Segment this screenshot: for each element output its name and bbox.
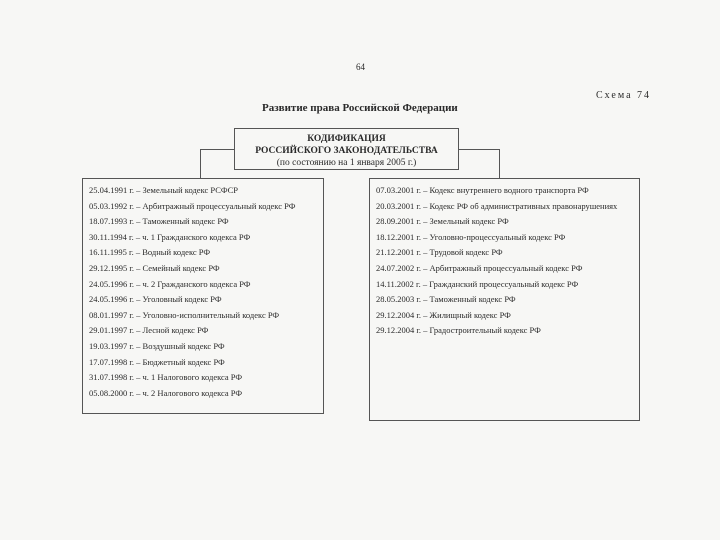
list-item: 31.07.1998 г. – ч. 1 Налогового кодекса РФ: [89, 372, 243, 383]
list-item: 07.03.2001 г. – Кодекс внутреннего водного транспорта РФ: [376, 185, 589, 195]
connector-left: [200, 149, 235, 179]
list-item: 05.03.1992 г. – Арбитражный процессуальный кодекс РФ: [89, 200, 296, 211]
list-item: 21.12.2001 г. – Трудовой кодекс РФ: [376, 247, 503, 258]
list-item: 19.03.1997 г. – Воздушный кодекс РФ: [89, 340, 225, 351]
list-item: 29.12.2004 г. – Градостроительный кодекс РФ: [376, 325, 541, 336]
codification-title: КОДИФИКАЦИЯ: [307, 134, 386, 144]
list-item: 28.09.2001 г. – Земельный кодекс РФ: [376, 216, 509, 227]
list-item: 18.07.1993 г. – Таможенный кодекс РФ: [89, 216, 229, 227]
document-title: Развитие права Российской Федерации: [262, 102, 458, 114]
list-item: 29.12.1995 г. – Семейный кодекс РФ: [89, 262, 220, 273]
connector-right: [459, 149, 500, 179]
list-item: 30.11.1994 г. – ч. 1 Гражданского кодекса РФ: [89, 231, 251, 242]
list-item: 16.11.1995 г. – Водный кодекс РФ: [89, 247, 211, 258]
left-codes-list: [82, 178, 324, 414]
scheme-label: Схема 74: [596, 90, 652, 101]
list-item: 14.11.2002 г. – Гражданский процессуальный кодекс РФ: [376, 278, 579, 289]
list-item: 08.01.1997 г. – Уголовно-исполнительный кодекс РФ: [89, 309, 280, 320]
list-item: 24.07.2002 г. – Арбитражный процессуальный кодекс РФ: [376, 262, 583, 273]
list-item: 24.05.1996 г. – ч. 2 Гражданского кодекса РФ: [89, 278, 251, 289]
list-item: 05.08.2000 г. – ч. 2 Налогового кодекса РФ: [89, 387, 243, 398]
list-item: 24.05.1996 г. – Уголовный кодекс РФ: [89, 294, 222, 305]
codification-date-note: (по состоянию на 1 января 2005 г.): [276, 158, 417, 168]
list-item: 25.04.1991 г. – Земельный кодекс РСФСР: [89, 185, 238, 195]
codification-subtitle: РОССИЙСКОГО ЗАКОНОДАТЕЛЬСТВА: [255, 146, 438, 156]
list-item: 20.03.2001 г. – Кодекс РФ об административных правонарушениях: [376, 200, 618, 211]
right-codes-list: [369, 178, 640, 421]
list-item: 18.12.2001 г. – Уголовно-процессуальный кодекс РФ: [376, 231, 566, 242]
list-item: 17.07.1998 г. – Бюджетный кодекс РФ: [89, 356, 225, 367]
list-item: 29.01.1997 г. – Лесной кодекс РФ: [89, 325, 209, 336]
list-item: 28.05.2003 г. – Таможенный кодекс РФ: [376, 294, 516, 305]
list-item: 29.12.2004 г. – Жилищный кодекс РФ: [376, 309, 511, 320]
codification-header-box: [234, 128, 459, 170]
page-number: 64: [356, 62, 365, 72]
